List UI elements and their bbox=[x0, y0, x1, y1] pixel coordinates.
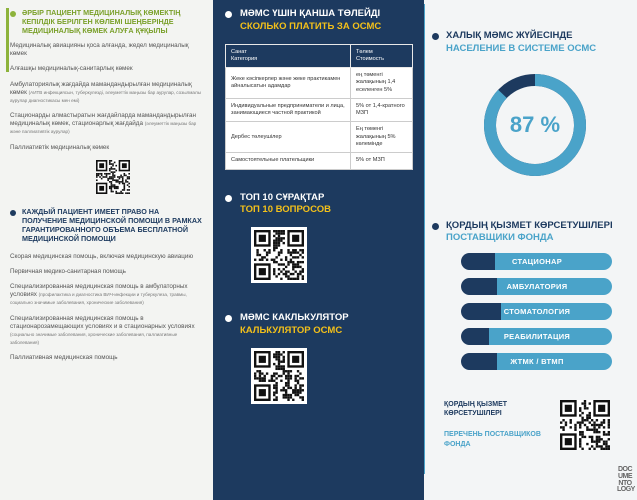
qr-code-icon[interactable] bbox=[96, 160, 130, 194]
pill-label: АМБУЛАТОРИЯ bbox=[506, 282, 568, 292]
ru-rights-title: КАЖДЫЙ ПАЦИЕНТ ИМЕЕТ ПРАВО НА ПОЛУЧЕНИЕ МЕДИЦИНСКОЙ ПОМОЩИ В РАМКАХ ГАРАНТИРОВАННОГО ОБЪЕМА БЕСПЛАТНОЙ МЕДИЦИНСКОЙ ПОМОЩИ bbox=[22, 206, 202, 243]
payment-title-kz: МӘМС ҮШІН ҚАНША ТӨЛЕЙДІ bbox=[240, 8, 381, 19]
accent-bar bbox=[6, 8, 9, 72]
list-item bbox=[10, 42, 205, 58]
logo-letter-row: LOGY bbox=[617, 486, 635, 494]
table-header: Төлем Стоимость bbox=[351, 44, 413, 68]
bullet-icon bbox=[10, 11, 16, 17]
bullet-icon bbox=[225, 315, 232, 322]
pill-ambulatory[interactable] bbox=[462, 278, 612, 295]
table-row bbox=[226, 68, 413, 99]
list-item-text: Стационарды алмастыратын жағдайларда мамандандырылған медициналық көмек, стационарлық жағдайда bbox=[10, 112, 196, 128]
list-item-text: Паллиативная медицинская помощь bbox=[10, 354, 118, 362]
supplier-pills bbox=[432, 253, 627, 370]
list-item bbox=[10, 315, 205, 348]
left-panel bbox=[0, 0, 213, 500]
divider bbox=[424, 4, 425, 474]
pill-dentistry[interactable] bbox=[462, 303, 612, 320]
pill-label: СТОМАТОЛОГИЯ bbox=[503, 307, 571, 317]
table-row bbox=[226, 98, 413, 122]
bullet-icon bbox=[432, 33, 439, 40]
suppliers-list-block bbox=[444, 400, 627, 450]
suppliers-list-title-ru[interactable]: ПЕРЕЧЕНЬ ПОСТАВЩИКОВ ФОНДА bbox=[444, 431, 541, 448]
top-questions-title-kz: ТОП 10 СҰРАҚТАР bbox=[240, 191, 325, 203]
list-item bbox=[10, 81, 205, 106]
logo-letter-row: NTO bbox=[618, 479, 632, 487]
table-cell: 5% от 1,4-кратного МЗП bbox=[351, 98, 413, 122]
pill-stationary[interactable] bbox=[462, 253, 612, 270]
list-item-note: (әлеуметтік маңызы бар және паллиативтік аурулар) bbox=[10, 121, 197, 135]
table-cell: Самостоятельные плательщики bbox=[226, 153, 351, 169]
documentology-logo bbox=[617, 467, 633, 494]
list-item-text: Первичная медико-санитарная помощь bbox=[10, 267, 126, 275]
list-item-note: (социально значимые заболевания, хронические заболевания, паллиативные заболевания) bbox=[10, 331, 178, 346]
list-item-note: (профилактика и диагностика ВИЧ-инфекции и туберкулеза, травмы, социально значимые заболевания, хронические заболевания) bbox=[10, 292, 187, 306]
table-header: Санат Категория bbox=[226, 44, 351, 68]
pill-label: СТАЦИОНАР bbox=[512, 257, 562, 267]
kz-rights-heading bbox=[10, 8, 205, 35]
top-questions-heading bbox=[225, 192, 414, 218]
table-row bbox=[226, 122, 413, 153]
list-item bbox=[10, 112, 205, 137]
ru-rights-heading bbox=[10, 207, 205, 243]
qr-code-icon[interactable] bbox=[251, 348, 307, 404]
bullet-icon bbox=[432, 223, 439, 230]
pill-label: ЖТМК / ВТМП bbox=[510, 357, 564, 367]
logo-letter-row: UME bbox=[617, 473, 633, 481]
pill-rehabilitation[interactable] bbox=[462, 328, 612, 345]
list-item-text: Медициналық авиацияны қоса алғанда, жедел медициналық көмек bbox=[10, 42, 189, 58]
suppliers-list-title-kz: ҚОРДЫҢ ҚЫЗМЕТ КӨРСЕТУШІЛЕРІ bbox=[444, 401, 508, 418]
list-item-text: Амбулаториялық жағдайда мамандандырылған медициналық көмек bbox=[10, 80, 192, 96]
list-item-text: Специализированная медицинская помощь в амбулаторных условиях bbox=[10, 283, 188, 299]
pill-label: РЕАБИЛИТАЦИЯ bbox=[503, 332, 571, 342]
ru-rights-list bbox=[10, 253, 205, 363]
coverage-percent: 87 % bbox=[509, 111, 561, 137]
list-item-text: Алғашқы медициналық-санитарлық көмек bbox=[10, 65, 133, 73]
kz-rights-list bbox=[10, 42, 205, 152]
list-item bbox=[10, 65, 205, 73]
table-cell: Индивидуальные предприниматели и лица, занимающиеся частной практикой bbox=[226, 98, 351, 122]
population-title-ru: НАСЕЛЕНИЕ В СИСТЕМЕ ОСМС bbox=[446, 42, 597, 54]
middle-panel bbox=[213, 0, 424, 500]
suppliers-list-text bbox=[444, 400, 542, 448]
payment-heading bbox=[225, 8, 414, 34]
suppliers-title-kz: ҚОРДЫҢ ҚЫЗМЕТ КӨРСЕТУШІЛЕРІ bbox=[446, 219, 613, 231]
table-cell: Жеке кәсіпкерлер және жеке практикамен айналысатын адамдар bbox=[226, 68, 351, 99]
list-item-text: Специализированная медицинская помощь в стационарозамещающих условиях и в стационарных условиях bbox=[10, 314, 195, 330]
list-item bbox=[10, 144, 205, 152]
suppliers-heading bbox=[432, 220, 627, 246]
table-cell: Ең төменгі жалақының 5% көлемінде bbox=[351, 122, 413, 153]
population-heading bbox=[432, 30, 627, 56]
list-item bbox=[10, 354, 205, 362]
kz-rights-title: ӘРБІР ПАЦИЕНТ МЕДИЦИНАЛЫҚ КӨМЕКТІҢ КЕПІЛДІК БЕРІЛГЕН КӨЛЕМІ ШЕҢБЕРІНДЕ МЕДИЦИНАЛЫҚ КӨМЕК АЛУҒА ҚҰҚЫЛЫ bbox=[22, 8, 181, 35]
bullet-icon bbox=[225, 195, 232, 202]
calculator-heading bbox=[225, 312, 414, 338]
bullet-icon bbox=[225, 11, 232, 18]
population-title-kz: ХАЛЫҚ МӘМС ЖҮЙЕСІНДЕ bbox=[446, 30, 573, 41]
table-cell: Дербес төлеушілер bbox=[226, 122, 351, 153]
table-cell: ең төменгі жалақының 1,4 еселенген 5% bbox=[351, 68, 413, 99]
logo-letter-row: DOC bbox=[617, 466, 633, 474]
qr-code-icon[interactable] bbox=[560, 400, 610, 450]
table-cell: 5% от МЗП bbox=[351, 153, 413, 169]
bullet-icon bbox=[10, 210, 16, 216]
right-panel bbox=[424, 0, 637, 500]
top-questions-title-ru: ТОП 10 ВОПРОСОВ bbox=[240, 204, 331, 216]
list-item-text: Паллиативтік медициналық көмек bbox=[10, 143, 110, 151]
payment-title-ru: СКОЛЬКО ПЛАТИТЬ ЗА ОСМС bbox=[240, 20, 382, 32]
suppliers-title-ru: ПОСТАВЩИКИ ФОНДА bbox=[446, 232, 554, 244]
pill-high-tech[interactable] bbox=[462, 353, 612, 370]
list-item bbox=[10, 253, 205, 261]
list-item-text: Скорая медицинская помощь, включая медицинскую авиацию bbox=[10, 252, 194, 260]
qr-code-icon[interactable] bbox=[251, 227, 307, 283]
table-row bbox=[226, 153, 413, 169]
calculator-title-ru: КАЛЬКУЛЯТОР ОСМС bbox=[240, 324, 343, 336]
calculator-title-kz: МӘМС КАКЛЬКУЛЯТОР bbox=[240, 312, 349, 324]
list-item bbox=[10, 268, 205, 276]
list-item bbox=[10, 283, 205, 308]
list-item-note: (АИТВ инфекциясын, туберкулезді, әлеуметтік маңызы бар аурулар, созылмалы аурулар диагностикасы мен емі) bbox=[10, 89, 201, 103]
payment-table bbox=[225, 44, 413, 170]
coverage-donut bbox=[480, 70, 590, 180]
